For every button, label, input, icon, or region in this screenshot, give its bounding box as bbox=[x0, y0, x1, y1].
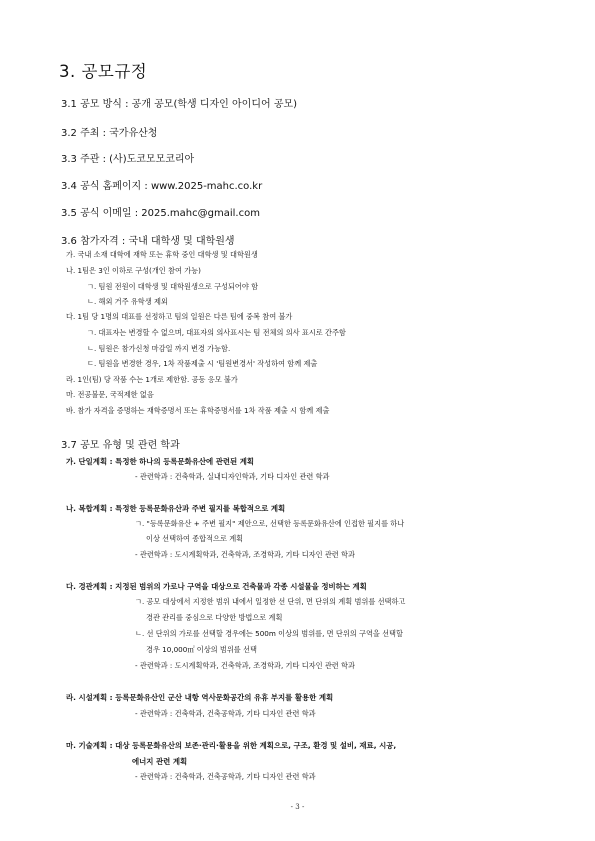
item-eligibility: 3.6 참가자격 : 국내 대학생 및 대학원생 bbox=[61, 236, 235, 247]
type-landscape-desc-2: 경관 관리를 중심으로 다양한 방법으로 계획 bbox=[146, 613, 283, 622]
type-landscape-title: 다. 경관계획 : 지정된 범위의 가로나 구역을 대상으로 건축물과 각종 시설물을 정비하는 계획 bbox=[66, 582, 367, 591]
type-facility-dept: - 관련학과 : 건축학과, 건축공학과, 기타 디자인 관련 학과 bbox=[135, 709, 316, 718]
type-complex-desc-1: ㄱ. "등록문화유산 + 주변 필지" 제안으로, 선택한 등록문화유산에 인접한 필지를 하나 bbox=[135, 519, 405, 528]
item-contest-method: 3.1 공모 방식 : 공개 공모(학생 디자인 아이디어 공모) bbox=[61, 99, 298, 110]
type-complex-desc-2: 이상 선택하여 종합적으로 계획 bbox=[146, 534, 244, 543]
type-technical-title: 마. 기술계획 : 대상 등록문화유산의 보존·관리·활용을 위한 계획으로, 구조, 환경 및 설비, 재료, 시공, bbox=[66, 741, 397, 750]
item-organizer: 3.3 주관 : (사)도코모모코리아 bbox=[61, 154, 195, 165]
type-single-title: 가. 단일계획 : 특정한 하나의 등록문화유산에 관련된 계획 bbox=[66, 457, 254, 466]
eligibility-da-1: ㄱ. 대표자는 변경할 수 없으며, 대표자의 의사표시는 팀 전체의 의사 표시로 간주함 bbox=[87, 328, 346, 337]
type-single-dept: - 관련학과 : 건축학과, 실내디자인학과, 기타 디자인 관련 학과 bbox=[135, 472, 330, 481]
eligibility-da: 다. 1팀 당 1명의 대표를 선정하고 팀의 일원은 다른 팀에 중복 참여 불가 bbox=[66, 312, 293, 321]
eligibility-ra: 라. 1인(팀) 당 작품 수는 1개로 제한함. 공동 응모 불가 bbox=[66, 375, 238, 384]
type-landscape-desc-4: 경우 10,000㎡ 이상의 범위를 선택 bbox=[146, 645, 257, 654]
type-complex-title: 나. 복합계획 : 특정한 등록문화유산과 주변 필지를 복합적으로 계획 bbox=[66, 504, 286, 513]
page-number: - 3 - bbox=[290, 803, 305, 811]
eligibility-ga: 가. 국내 소재 대학에 재학 또는 휴학 중인 대학생 및 대학원생 bbox=[66, 250, 258, 259]
type-complex-dept: - 관련학과 : 도시계획학과, 건축학과, 조경학과, 기타 디자인 관련 학과 bbox=[135, 550, 355, 559]
type-technical-title-2: 에너지 관련 계획 bbox=[132, 757, 188, 766]
eligibility-ma: 마. 전공불문, 국적제한 없음 bbox=[66, 390, 154, 399]
eligibility-ba: 바. 참가 자격을 증명하는 재학증명서 또는 휴학증명서를 1차 작품 제출 시 함께 제출 bbox=[66, 406, 330, 415]
eligibility-na-2: ㄴ. 해외 거주 유학생 제외 bbox=[87, 297, 168, 306]
item-host: 3.2 주최 : 국가유산청 bbox=[61, 128, 158, 139]
type-landscape-desc-1: ㄱ. 공모 대상에서 지정한 범위 내에서 일정한 선 단위, 면 단위의 계획 범위를 선택하고 bbox=[135, 597, 406, 606]
eligibility-da-2: ㄴ. 팀원은 참가신청 마감일 까지 변경 가능함. bbox=[87, 344, 231, 353]
eligibility-da-3: ㄷ. 팀원을 변경한 경우, 1차 작품제출 시 '팀원변경서' 작성하여 함께 제출 bbox=[87, 359, 318, 368]
item-homepage: 3.4 공식 홈페이지 : www.2025-mahc.co.kr bbox=[61, 181, 263, 192]
type-landscape-desc-3: ㄴ. 선 단위의 가로를 선택할 경우에는 500m 이상의 범위를, 면 단위의 구역을 선택할 bbox=[135, 629, 403, 638]
section-title: 3. 공모규정 bbox=[59, 62, 148, 81]
type-facility-title: 라. 시설계획 : 등록문화유산인 군산 내항 역사문화공간의 유휴 부지를 활용한 계획 bbox=[66, 693, 334, 702]
item-contest-types: 3.7 공모 유형 및 관련 학과 bbox=[61, 440, 180, 451]
eligibility-na-1: ㄱ. 팀원 전원이 대학생 및 대학원생으로 구성되어야 함 bbox=[87, 282, 259, 291]
type-landscape-dept: - 관련학과 : 도시계획학과, 건축학과, 조경학과, 기타 디자인 관련 학과 bbox=[135, 661, 355, 670]
eligibility-na: 나. 1팀은 3인 이하로 구성(개인 참여 가능) bbox=[66, 266, 201, 275]
type-technical-dept: - 관련학과 : 건축학과, 건축공학과, 기타 디자인 관련 학과 bbox=[135, 772, 316, 781]
item-email: 3.5 공식 이메일 : 2025.mahc@gmail.com bbox=[61, 208, 260, 219]
